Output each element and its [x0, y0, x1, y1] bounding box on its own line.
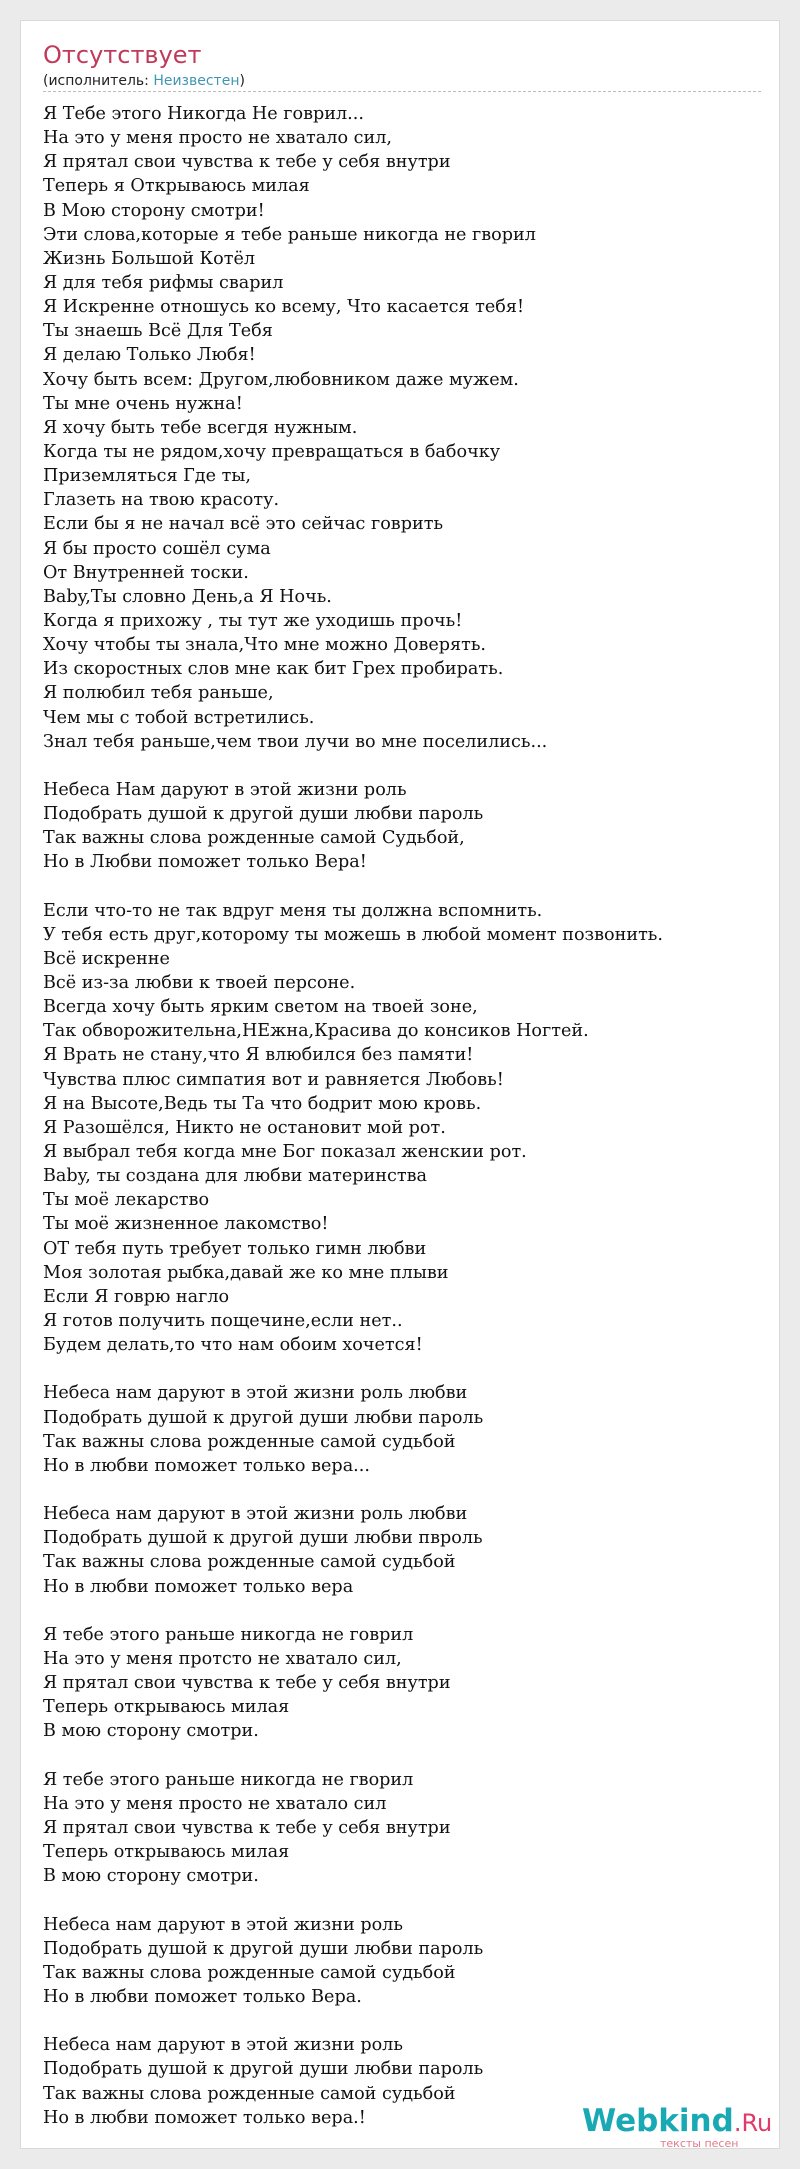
- lyric-line: Так важны слова рожденные самой судьбой: [43, 1962, 456, 1983]
- lyric-line: Я Разошёлся, Никто не остановит мой рот.: [43, 1117, 446, 1138]
- lyric-line: Всегда хочу быть ярким светом на твоей зоне,: [43, 997, 478, 1018]
- lyric-line: Если Я говрю нагло: [43, 1286, 230, 1307]
- logo-name: Webkind: [582, 2103, 734, 2139]
- lyric-line: Я бы просто сошёл сума: [43, 538, 271, 559]
- lyric-line: На это у меня просто не хватало сил,: [43, 128, 392, 149]
- lyric-line: Теперь открываюсь милая: [43, 1697, 290, 1718]
- lyric-line: [43, 1599, 773, 1623]
- lyrics-card: [20, 20, 780, 2149]
- lyric-line: Всё из-за любви к твоей персоне.: [43, 973, 356, 994]
- lyric-line: В мою сторону смотри.: [43, 1866, 259, 1887]
- lyric-line: ОТ тебя путь требует только гимн любви: [43, 1238, 427, 1259]
- lyric-line: Я готов получить пощечине,если нет..: [43, 1311, 403, 1332]
- lyric-line: На это у меня протсто не хватало сил,: [43, 1649, 402, 1669]
- lyric-line: Так важны слова рожденные самой судьбой: [43, 1431, 456, 1452]
- lyric-line: Я прятал свои чувства к тебе у себя внутри: [43, 152, 451, 173]
- lyric-line: Я тебе этого раньше никогда не говрил: [43, 1624, 414, 1645]
- lyric-line: Я полюбил тебя раньше,: [43, 683, 274, 704]
- lyric-line: Чувства плюс симпатия вот и равняется Любовь!: [43, 1069, 504, 1090]
- lyric-line: Но в любви поможет только вера...: [43, 1455, 370, 1476]
- lyric-line: Ты моё жизненное лакомство!: [43, 1214, 329, 1235]
- lyric-line: Я прятал свои чувства к тебе у себя внутри: [43, 1817, 451, 1838]
- lyric-line: Я прятал свои чувства к тебе у себя внутри: [43, 1673, 451, 1694]
- logo-tld: .Ru: [733, 2109, 773, 2137]
- lyric-line: В мою сторону смотри.: [43, 1721, 259, 1742]
- lyric-line: Подобрать душой к другой души любви пароль: [43, 2059, 484, 2080]
- artist-line: [43, 72, 245, 90]
- lyric-line: Ты моё лекарство: [43, 1190, 210, 1211]
- lyric-line: Но в любви поможет только Вера.: [43, 1986, 362, 2007]
- lyric-line: Будем делать,то что нам обоим хочется!: [43, 1335, 423, 1356]
- lyric-line: [43, 2009, 773, 2033]
- lyric-line: Baby, ты создана для любви материнства: [43, 1166, 427, 1187]
- lyric-line: Но в любви поможет только вера.!: [43, 2107, 366, 2128]
- lyric-line: На это у меня просто не хватало сил: [43, 1793, 387, 1814]
- lyric-line: Небеса Нам даруют в этой жизни роль: [43, 779, 407, 800]
- lyric-line: Жизнь Большой Котёл: [43, 248, 256, 269]
- lyric-line: Эти слова,которые я тебе раньше никогда не гворил: [43, 224, 536, 245]
- lyric-line: Подобрать душой к другой души любви пароль: [43, 804, 484, 825]
- lyric-line: Когда ты не рядом,хочу превращаться в бабочку: [43, 441, 501, 462]
- logo-wordmark: [582, 2103, 772, 2141]
- lyric-line: Небеса нам даруют в этой жизни роль любви: [43, 1504, 468, 1525]
- lyric-line: Так важны слова рожденные самой Судьбой,: [43, 828, 465, 849]
- lyric-line: Но в Любви поможет только Вера!: [43, 852, 367, 873]
- lyric-line: Baby,Ты словно День,а Я Ночь.: [43, 586, 332, 607]
- lyric-line: Я Искренне отношусь ко всему, Что касается тебя!: [43, 297, 525, 318]
- lyric-line: [43, 875, 773, 899]
- lyric-line: Приземляться Где ты,: [43, 466, 251, 487]
- lyric-line: Хочу быть всем: Другом,любовником даже мужем.: [43, 369, 519, 390]
- lyric-line: Так обворожительна,НЕжна,Красива до консиков Ногтей.: [43, 1021, 589, 1042]
- lyric-line: Когда я прихожу , ты тут же уходишь прочь!: [43, 610, 463, 631]
- lyric-line: Хочу чтобы ты знала,Что мне можно Доверять.: [43, 635, 487, 656]
- lyric-line: Подобрать душой к другой души любви пароль: [43, 1407, 484, 1428]
- lyric-line: Знал тебя раньше,чем твои лучи во мне поселились...: [43, 731, 548, 752]
- lyric-line: [43, 1357, 773, 1381]
- lyric-line: [43, 1888, 773, 1912]
- lyric-line: Небеса нам даруют в этой жизни роль: [43, 1914, 403, 1935]
- lyrics-text: [43, 102, 773, 2130]
- lyric-line: Небеса нам даруют в этой жизни роль: [43, 2035, 403, 2056]
- lyric-line: Глазеть на твою красоту.: [43, 490, 280, 511]
- lyric-line: Я Врать не стану,что Я влюбился без памяти!: [43, 1045, 474, 1066]
- lyric-line: Если что-то не так вдруг меня ты должна вспомнить.: [43, 900, 543, 921]
- lyric-line: Я Тебе этого Никогда Не говрил...: [43, 104, 364, 124]
- title-divider: [43, 91, 761, 92]
- logo-tagline: тексты песен: [660, 2137, 739, 2150]
- lyric-line: Но в любви поможет только вера: [43, 1576, 354, 1597]
- lyric-line: Я тебе этого раньше никогда не гворил: [43, 1769, 414, 1790]
- lyric-line: Теперь открываюсь милая: [43, 1842, 290, 1863]
- lyric-line: Ты знаешь Всё Для Тебя: [43, 321, 273, 342]
- lyric-line: Ты мне очень нужна!: [43, 393, 243, 414]
- lyric-line: Подобрать душой к другой души любви пароль: [43, 1938, 484, 1959]
- lyric-line: Я для тебя рифмы сварил: [43, 272, 284, 293]
- lyric-line: [43, 1478, 773, 1502]
- lyric-line: Из скоростных слов мне как бит Грех пробирать.: [43, 659, 504, 680]
- lyric-line: Небеса нам даруют в этой жизни роль любви: [43, 1383, 468, 1404]
- lyric-line: Моя золотая рыбка,давай же ко мне плыви: [43, 1262, 449, 1283]
- lyric-line: Я выбрал тебя когда мне Бог показал женскии рот.: [43, 1142, 527, 1163]
- lyric-line: Теперь я Открываюсь милая: [43, 176, 310, 197]
- lyric-line: Чем мы с тобой встретились.: [43, 707, 315, 728]
- artist-prefix: (исполнитель:: [43, 73, 154, 89]
- lyric-line: От Внутренней тоски.: [43, 562, 249, 583]
- webkind-logo[interactable]: [582, 2103, 782, 2153]
- lyric-line: [43, 1744, 773, 1768]
- artist-link[interactable]: Неизвестен: [153, 73, 240, 89]
- lyric-line: В Мою сторону смотри!: [43, 200, 265, 221]
- lyric-line: Подобрать душой к другой души любви пвроль: [43, 1528, 483, 1549]
- lyric-line: У тебя есть друг,которому ты можешь в любой момент позвонить.: [43, 924, 663, 945]
- lyric-line: Я на Высоте,Ведь ты Та что бодрит мою кровь.: [43, 1093, 482, 1114]
- lyric-line: Так важны слова рожденные самой судьбой: [43, 2083, 456, 2104]
- song-title: Отсутствует: [43, 41, 202, 69]
- lyric-line: Всё искренне: [43, 948, 170, 969]
- lyric-line: Если бы я не начал всё это сейчас говрить: [43, 514, 444, 535]
- artist-suffix: ): [239, 73, 245, 89]
- lyric-line: Я хочу быть тебе всегдя нужным.: [43, 417, 358, 438]
- lyric-line: Я делаю Только Любя!: [43, 345, 256, 366]
- lyric-line: [43, 754, 773, 778]
- lyric-line: Так важны слова рожденные самой судьбой: [43, 1552, 456, 1573]
